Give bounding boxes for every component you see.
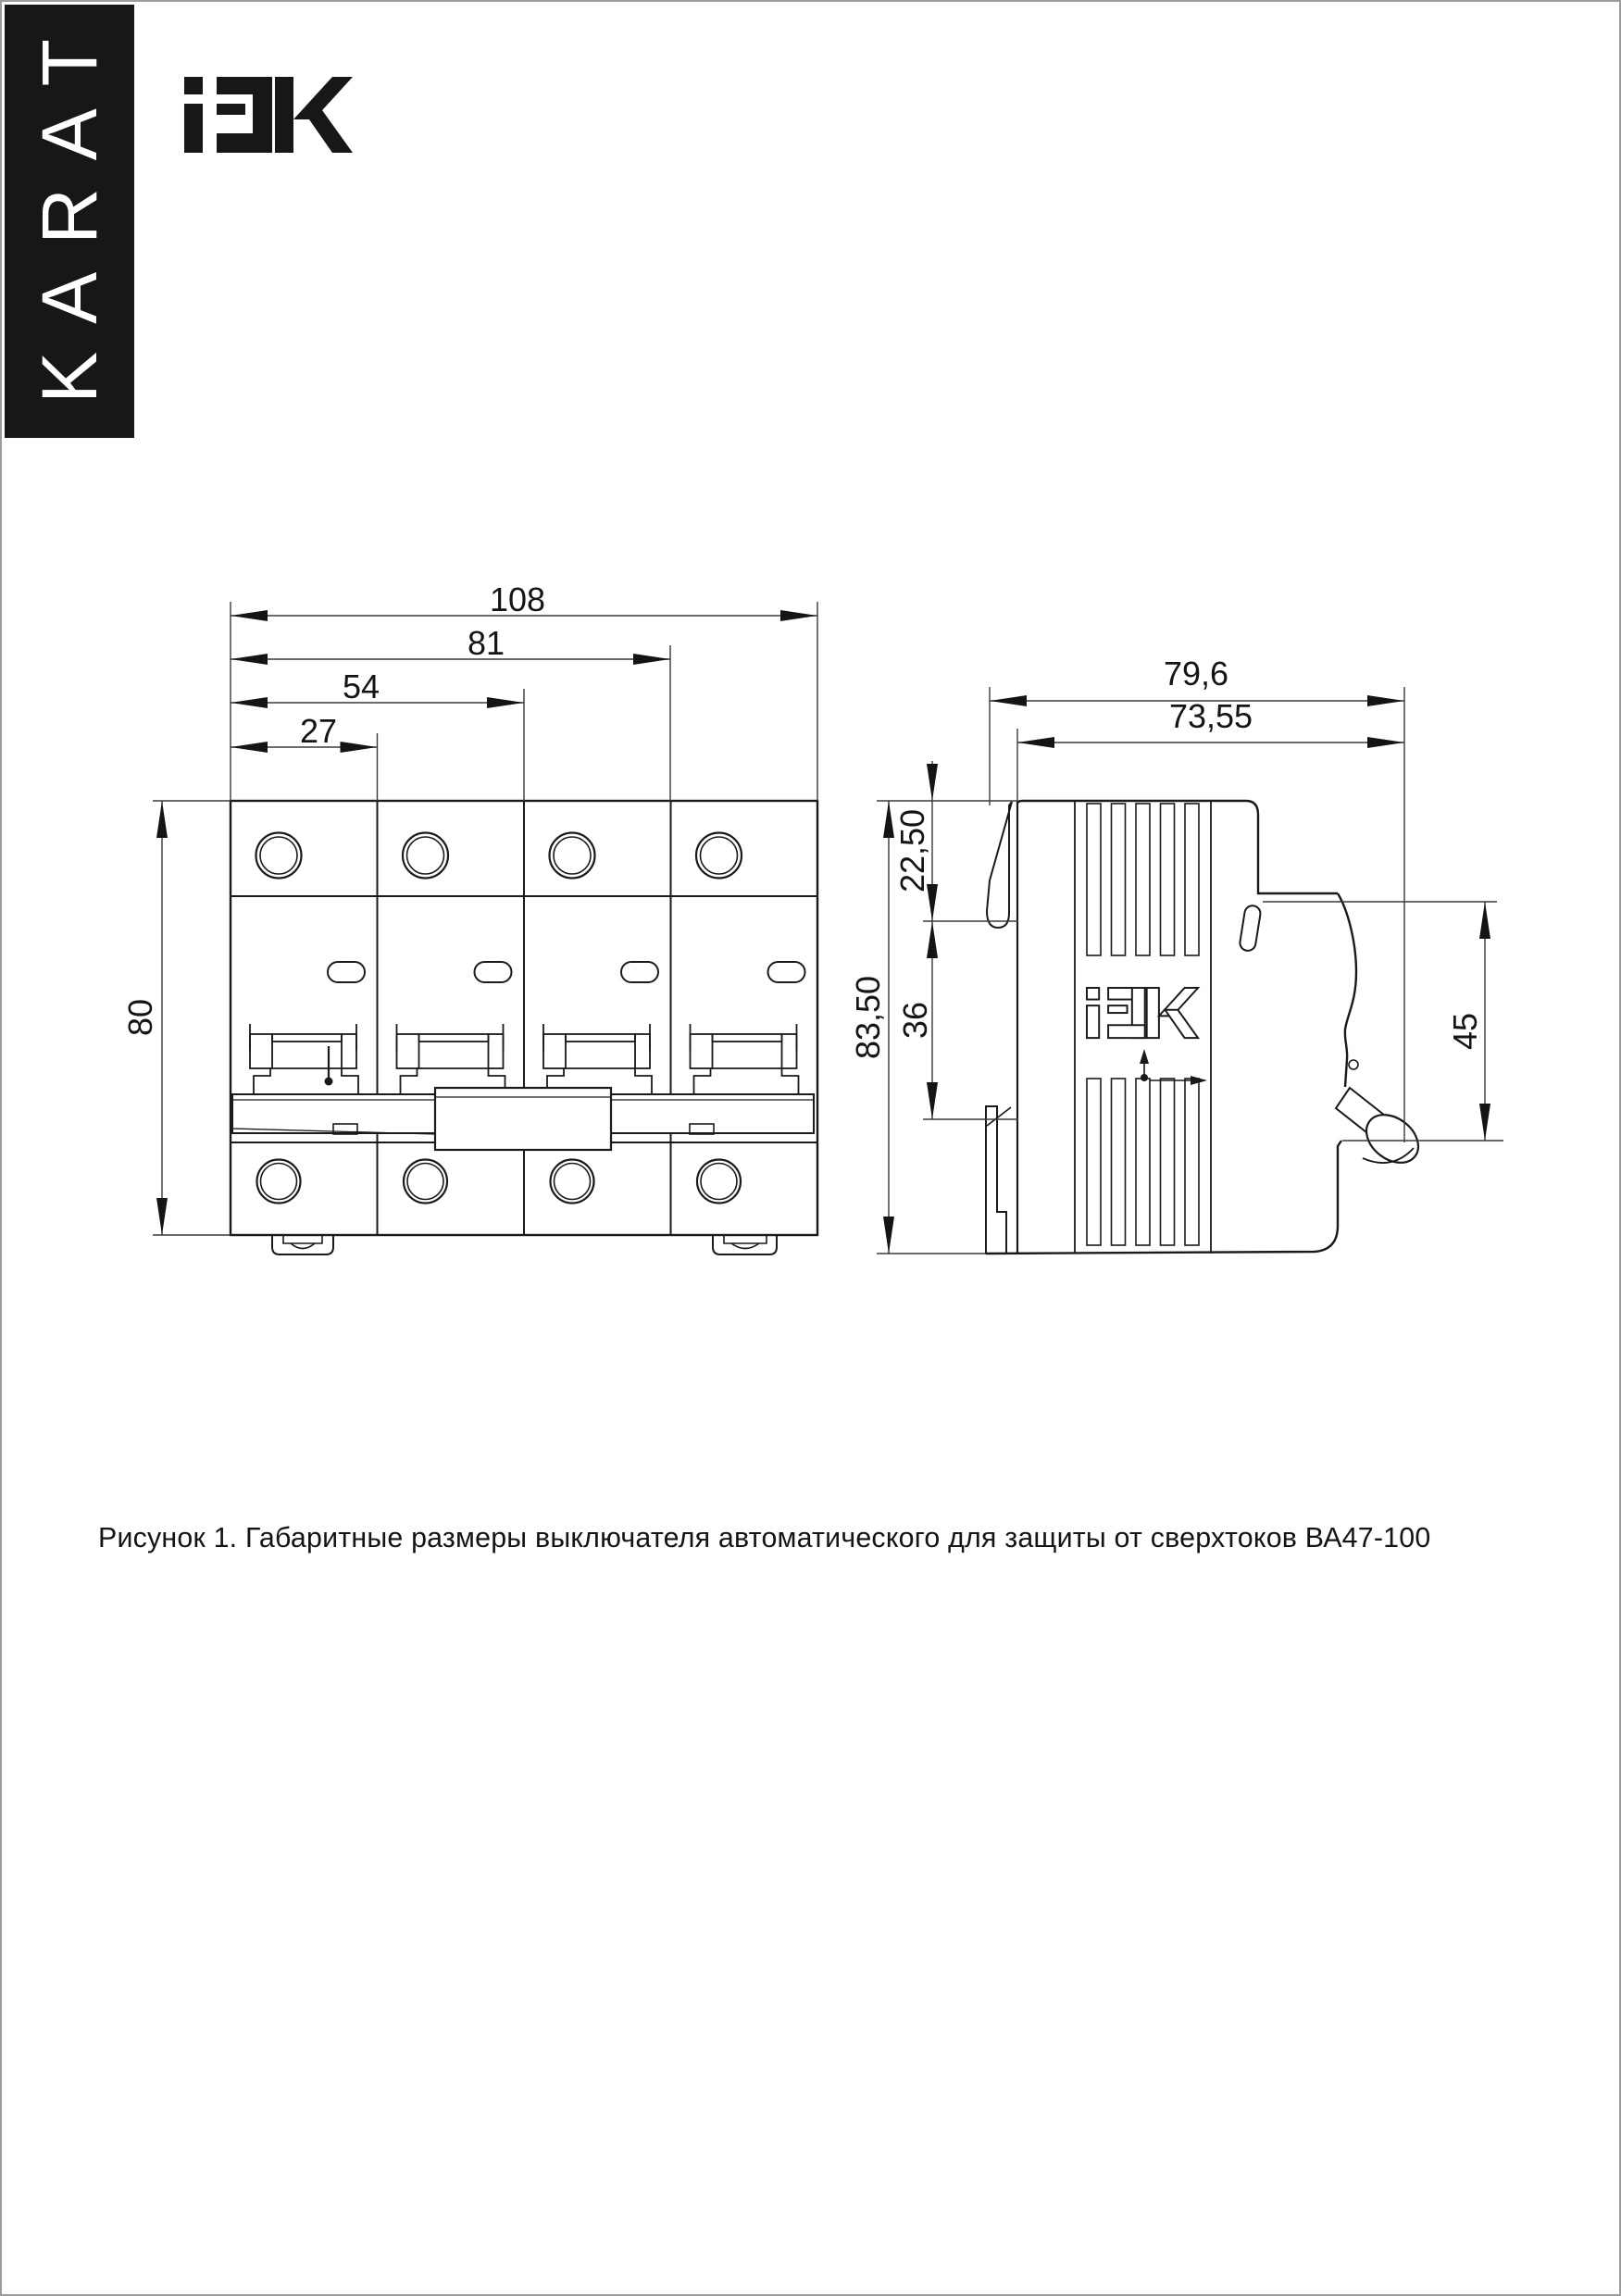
dim-side-depth-7355: 73,55 [1168,697,1253,735]
dim-front-height-80: 80 [121,998,159,1037]
technical-drawing [2,2,1621,2296]
front-view-drawing [231,801,817,1254]
dim-side-front-45: 45 [1446,1012,1484,1051]
figure-caption: Рисунок 1. Габаритные размеры выключателя автоматического для защиты от сверхтоков ВА47-100 [98,1521,1431,1554]
iek-logo [184,77,353,153]
dim-front-width-27: 27 [299,712,338,750]
karat-banner-label: KARAT [26,11,114,404]
dimension-arrows [156,610,1490,1254]
dim-side-36: 36 [896,1001,934,1040]
dim-front-width-81: 81 [467,624,505,662]
dim-front-width-54: 54 [342,668,380,705]
dim-side-depth-796: 79,6 [1163,655,1229,693]
dim-side-height-8350: 83,50 [849,975,887,1060]
side-view-drawing [986,801,1428,1254]
dim-front-width-108: 108 [489,580,546,618]
dim-side-2250: 22,50 [893,808,931,893]
side-embossed-iek-logo [1087,988,1198,1038]
